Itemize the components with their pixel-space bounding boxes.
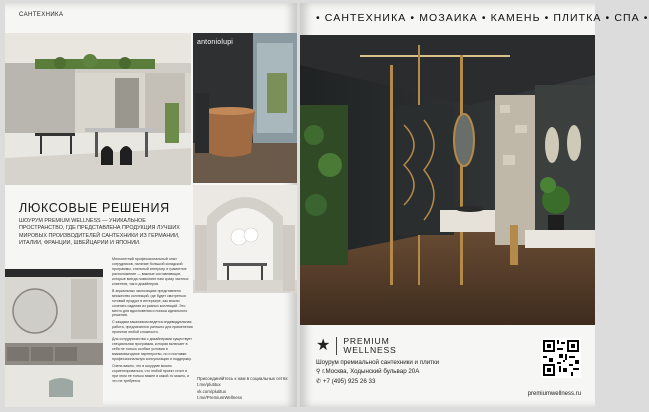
section-header: САНТЕХНИКА [19,12,64,18]
article-paragraph: Очень важно, что в шоуруме можно сориентироваться, что любой проект стоит и при этом не только важен и какой-то можно, и что не требуется. [112,364,190,383]
article-intro: ШОУРУМ PREMIUM WELLNESS — УНИКАЛЬНОЕ ПРОСТРАНСТВО, ГДЕ ПРЕДСТАВЛЕНА ПРОДУКЦИЯ ЛУЧШИХ МИРОВЫХ ПРОИЗВОДИТЕЛЕЙ САНТЕХНИКИ ИЗ ГЕРМАНИИ, ИТАЛИИ, ФРАНЦИИ, ШВЕЙЦАРИИ И ЯПОНИИ. [19,218,180,246]
social-link-other[interactable]: t.me/PremiumWellness [197,395,243,401]
showroom-photo-mirror [5,269,103,407]
article-paragraph: Многолетний профессиональный опыт сотрудников, наличие большой складской программы, стильный интерьер и грамотное расположение — важные составляющие, которые всегда позволяют нам сразу частных клиентов, так и дизайнеров. [112,257,189,286]
brand-name-line1: PREMIUM [343,336,390,346]
address-line [316,367,439,376]
article-paragraph: Для сотрудничества с дизайнерами существует специальная программа, которая включает в себя не только особые условия и взаимовыгодное партнерство, но и поставки профессиональную консультацию и поддержку. [112,337,192,362]
showroom-photo-large [300,35,595,325]
phone-line [316,377,439,386]
website-link[interactable]: premiumwellness.ru [527,391,581,397]
social-link-vk[interactable]: vk.com/plutitux [197,388,227,394]
brand-sign-antoniolupi: antoniolupi [197,39,234,46]
showroom-photo-arch [193,185,297,293]
category-header: • САНТЕХНИКА • МОЗАИКА • КАМЕНЬ • ПЛИТКА • СПА • [316,12,649,24]
qr-code[interactable] [541,338,581,378]
article-title: ЛЮКСОВЫЕ РЕШЕНИЯ [19,201,170,215]
address-text: г.Москва, Ходынский бульвар 20А [322,368,420,376]
article-paragraph: С каждым заказчиком ведется индивидуальная работа, предлагаются успешно для применения проектов любой сложности. [112,320,193,335]
showroom-description: Шоурум премиальной сантехники и плитки [316,359,440,366]
brand-divider [336,337,337,355]
brand-description [316,358,439,386]
social-contacts [197,376,295,402]
right-page [300,3,649,407]
pin-icon: ⚲ [316,368,321,376]
showroom-photo-bathtub [193,33,297,183]
left-page [5,3,297,407]
phone-icon: ✆ [316,377,322,385]
article-paragraph: В зеркальных экспозициях представлено множество коллекций, где будет смотреться готовый продукт в интерьере, как можно сочетать изделия из разных коллекций. Это место для вдохновения и поиска идеального решения. [112,288,188,318]
social-subscribe-text: Присоединяйтесь к нам в социальных сетях: [197,376,289,381]
showroom-photo-main [5,33,191,185]
article-body [112,257,194,386]
brand-name-line2: WELLNESS [343,345,397,356]
brand-logo [316,337,397,356]
social-link-tg[interactable]: t.me/plutitux [197,382,221,388]
star-icon: ★ [316,337,331,355]
phone-text[interactable]: +7 (495) 925 26 33 [322,377,376,385]
